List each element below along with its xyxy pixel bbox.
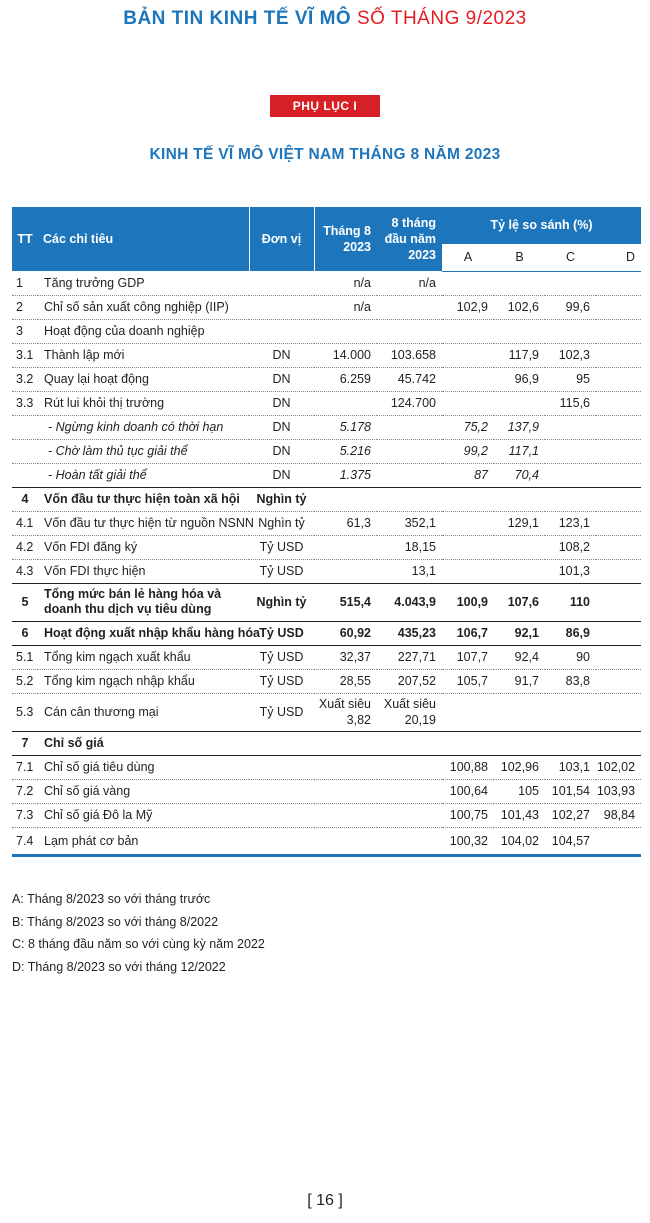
row-indicator: Lạm phát cơ bản [38, 827, 249, 855]
row-tt: 4.2 [12, 535, 38, 559]
row-d [596, 415, 641, 439]
row-a [442, 319, 494, 343]
header-col-b: B [494, 243, 545, 271]
table-row [12, 391, 641, 415]
row-indicator: Cán cân thương mại [38, 693, 249, 731]
row-b: 105 [494, 779, 545, 803]
row-eight-months [377, 295, 442, 319]
row-eight-months: 45.742 [377, 367, 442, 391]
table-row [12, 827, 641, 855]
row-c: 102,27 [545, 803, 596, 827]
row-indicator: Chỉ số sản xuất công nghiệp (IIP) [38, 295, 249, 319]
row-unit [249, 319, 314, 343]
header-eight-months-line2: đầu năm [384, 232, 436, 246]
row-c [545, 731, 596, 755]
row-a: 102,9 [442, 295, 494, 319]
row-b: 96,9 [494, 367, 545, 391]
row-unit: Tỷ USD [249, 621, 314, 645]
row-month-8 [314, 391, 377, 415]
row-eight-months: 352,1 [377, 511, 442, 535]
row-month-8 [314, 827, 377, 855]
row-unit: Tỷ USD [249, 559, 314, 583]
row-month-8 [314, 319, 377, 343]
row-indicator: - Hoàn tất giải thể [38, 463, 249, 487]
row-month-8: 32,37 [314, 645, 377, 669]
note-text: : Tháng 8/2023 so với tháng 8/2022 [20, 914, 219, 929]
header-unit: Đơn vị [249, 207, 314, 271]
row-d [596, 511, 641, 535]
table-row [12, 731, 641, 755]
table-row [12, 693, 641, 731]
row-a [442, 367, 494, 391]
row-unit [249, 731, 314, 755]
row-month-8: n/a [314, 271, 377, 295]
row-c: 99,6 [545, 295, 596, 319]
row-b: 104,02 [494, 827, 545, 855]
row-indicator: Tổng mức bán lẻ hàng hóa và doanh thu dịch vụ tiêu dùng [38, 583, 249, 621]
row-a [442, 271, 494, 295]
row-unit: Nghìn tỷ [249, 583, 314, 621]
row-unit: Tỷ USD [249, 669, 314, 693]
row-a [442, 693, 494, 731]
row-eight-months: 227,71 [377, 645, 442, 669]
row-tt: 3.2 [12, 367, 38, 391]
row-eight-months: 207,52 [377, 669, 442, 693]
row-indicator: Vốn FDI đăng ký [38, 535, 249, 559]
row-eight-months: 4.043,9 [377, 583, 442, 621]
row-d [596, 559, 641, 583]
row-c [545, 463, 596, 487]
row-eight-months: 13,1 [377, 559, 442, 583]
row-eight-months [377, 463, 442, 487]
row-indicator: Tổng kim ngạch nhập khẩu [38, 669, 249, 693]
row-unit: DN [249, 415, 314, 439]
row-d [596, 439, 641, 463]
row-unit: DN [249, 463, 314, 487]
row-b: 101,43 [494, 803, 545, 827]
header-eight-months-line1: 8 tháng [391, 216, 436, 230]
row-c: 90 [545, 645, 596, 669]
note-d [12, 956, 632, 979]
row-b: 102,6 [494, 295, 545, 319]
row-month-8 [314, 803, 377, 827]
header-month-8-line1: Tháng 8 [323, 224, 371, 238]
row-eight-months: 124.700 [377, 391, 442, 415]
row-unit [249, 271, 314, 295]
table-row [12, 621, 641, 645]
row-a: 75,2 [442, 415, 494, 439]
row-b [494, 487, 545, 511]
header-col-d: D [596, 243, 641, 271]
row-d [596, 827, 641, 855]
row-b [494, 559, 545, 583]
row-tt: 4 [12, 487, 38, 511]
row-d [596, 391, 641, 415]
row-a: 100,88 [442, 755, 494, 779]
row-b: 129,1 [494, 511, 545, 535]
row-month-8: 61,3 [314, 511, 377, 535]
row-a [442, 731, 494, 755]
table-row [12, 583, 641, 621]
row-d [596, 367, 641, 391]
row-eight-months [377, 755, 442, 779]
row-eight-months [377, 779, 442, 803]
table-row [12, 559, 641, 583]
row-tt: 5 [12, 583, 38, 621]
row-b: 91,7 [494, 669, 545, 693]
header-eight-months-line3: 2023 [408, 248, 436, 262]
note-key: D [12, 959, 22, 974]
indicator-table-container [12, 207, 641, 857]
row-tt [12, 463, 38, 487]
row-a: 100,75 [442, 803, 494, 827]
trade-balance-ytd-value: 20,19 [404, 713, 436, 727]
row-c: 115,6 [545, 391, 596, 415]
appendix-badge: PHỤ LỤC I [270, 95, 380, 117]
trade-balance-month-value: 3,82 [346, 713, 371, 727]
page-number: [ 16 ] [307, 1192, 343, 1209]
row-eight-months [377, 803, 442, 827]
table-row [12, 803, 641, 827]
row-c [545, 487, 596, 511]
table-row [12, 319, 641, 343]
row-tt: 7.1 [12, 755, 38, 779]
table-row [12, 779, 641, 803]
row-a [442, 487, 494, 511]
row-unit: Nghìn tỷ [249, 511, 314, 535]
row-month-8: 6.259 [314, 367, 377, 391]
header-eight-months [377, 207, 442, 271]
row-c: 103,1 [545, 755, 596, 779]
row-unit [249, 755, 314, 779]
note-a [12, 888, 632, 911]
table-row [12, 295, 641, 319]
row-a: 99,2 [442, 439, 494, 463]
row-b [494, 535, 545, 559]
row-tt: 2 [12, 295, 38, 319]
row-eight-months: 435,23 [377, 621, 442, 645]
row-b [494, 693, 545, 731]
row-b: 117,1 [494, 439, 545, 463]
row-tt: 6 [12, 621, 38, 645]
row-indicator: Vốn FDI thực hiện [38, 559, 249, 583]
row-indicator: Rút lui khỏi thị trường [38, 391, 249, 415]
header-comparison-ratio: Tỷ lệ so sánh (%) [442, 207, 641, 243]
table-row [12, 535, 641, 559]
table-row [12, 271, 641, 295]
row-tt: 5.3 [12, 693, 38, 731]
trade-balance-ytd-label: Xuất siêu [383, 697, 436, 711]
row-eight-months [377, 487, 442, 511]
table-header [12, 207, 641, 271]
row-b [494, 271, 545, 295]
row-indicator: Hoạt động xuất nhập khẩu hàng hóa [38, 621, 249, 645]
row-d [596, 463, 641, 487]
row-c [545, 319, 596, 343]
row-unit [249, 779, 314, 803]
row-month-8: 5.178 [314, 415, 377, 439]
table-row [12, 511, 641, 535]
indicator-table [12, 207, 641, 857]
row-unit: DN [249, 439, 314, 463]
row-d [596, 731, 641, 755]
table-notes [12, 888, 632, 978]
row-unit: DN [249, 367, 314, 391]
row-c [545, 439, 596, 463]
header-col-a: A [442, 243, 494, 271]
note-text: : Tháng 8/2023 so với tháng trước [20, 892, 211, 906]
row-tt: 5.1 [12, 645, 38, 669]
row-tt: 3 [12, 319, 38, 343]
row-eight-months [377, 693, 442, 731]
row-b [494, 731, 545, 755]
row-a: 105,7 [442, 669, 494, 693]
row-b: 70,4 [494, 463, 545, 487]
row-tt: 4.1 [12, 511, 38, 535]
row-tt: 7.2 [12, 779, 38, 803]
row-b [494, 319, 545, 343]
row-d [596, 583, 641, 621]
row-indicator: Chỉ số giá [38, 731, 249, 755]
row-month-8: 60,92 [314, 621, 377, 645]
row-eight-months [377, 415, 442, 439]
row-c: 86,9 [545, 621, 596, 645]
row-c: 104,57 [545, 827, 596, 855]
row-d [596, 645, 641, 669]
row-b: 137,9 [494, 415, 545, 439]
row-d [596, 621, 641, 645]
row-d [596, 343, 641, 367]
row-eight-months [377, 319, 442, 343]
row-a: 107,7 [442, 645, 494, 669]
row-indicator: Tổng kim ngạch xuất khẩu [38, 645, 249, 669]
row-eight-months [377, 439, 442, 463]
row-c [545, 693, 596, 731]
table-row [12, 343, 641, 367]
row-d [596, 295, 641, 319]
row-tt: 7.4 [12, 827, 38, 855]
table-row [12, 487, 641, 511]
row-unit: Tỷ USD [249, 645, 314, 669]
table-row [12, 367, 641, 391]
header-indicator: Các chỉ tiêu [38, 207, 249, 271]
note-key: C [12, 937, 22, 951]
row-tt: 3.3 [12, 391, 38, 415]
row-c: 101,3 [545, 559, 596, 583]
row-month-8 [314, 487, 377, 511]
table-row [12, 415, 641, 439]
row-d [596, 319, 641, 343]
row-c: 102,3 [545, 343, 596, 367]
row-c [545, 271, 596, 295]
row-indicator: Thành lập mới [38, 343, 249, 367]
row-d [596, 693, 641, 731]
row-indicator: Chỉ số giá vàng [38, 779, 249, 803]
row-a: 87 [442, 463, 494, 487]
row-d: 98,84 [596, 803, 641, 827]
row-month-8: 28,55 [314, 669, 377, 693]
row-unit: Nghìn tỷ [249, 487, 314, 511]
note-key: A [12, 892, 21, 906]
row-a [442, 391, 494, 415]
row-c: 83,8 [545, 669, 596, 693]
trade-balance-month-label: Xuất siêu [318, 697, 371, 711]
row-indicator: Chỉ số giá Đô la Mỹ [38, 803, 249, 827]
row-month-8: 515,4 [314, 583, 377, 621]
table-row [12, 755, 641, 779]
row-unit: DN [249, 391, 314, 415]
header-tt: TT [12, 207, 38, 271]
row-unit: Tỷ USD [249, 693, 314, 731]
row-tt: 5.2 [12, 669, 38, 693]
row-b: 102,96 [494, 755, 545, 779]
table-body [12, 271, 641, 855]
row-b: 92,1 [494, 621, 545, 645]
header-month-8-line2: 2023 [343, 240, 371, 254]
row-month-8: n/a [314, 295, 377, 319]
row-indicator: Quay lại hoạt động [38, 367, 249, 391]
row-indicator: Vốn đầu tư thực hiện từ nguồn NSNN [38, 511, 249, 535]
row-c: 95 [545, 367, 596, 391]
table-row [12, 645, 641, 669]
row-tt: 1 [12, 271, 38, 295]
row-eight-months [377, 827, 442, 855]
table-row [12, 669, 641, 693]
row-c: 123,1 [545, 511, 596, 535]
row-unit: Tỷ USD [249, 535, 314, 559]
row-tt [12, 415, 38, 439]
row-c: 108,2 [545, 535, 596, 559]
row-a: 106,7 [442, 621, 494, 645]
row-c: 101,54 [545, 779, 596, 803]
bulletin-title: BẢN TIN KINH TẾ VĨ MÔ [123, 8, 352, 29]
row-a: 100,64 [442, 779, 494, 803]
row-a [442, 511, 494, 535]
row-month-8 [314, 755, 377, 779]
bulletin-issue: SỐ THÁNG 9/2023 [356, 8, 527, 29]
bulletin-header [0, 8, 650, 30]
row-tt: 3.1 [12, 343, 38, 367]
note-key: B [12, 914, 21, 929]
row-month-8 [314, 535, 377, 559]
row-unit: DN [249, 343, 314, 367]
row-unit [249, 803, 314, 827]
row-a: 100,9 [442, 583, 494, 621]
row-indicator: - Chờ làm thủ tục giải thể [38, 439, 249, 463]
row-indicator: Vốn đầu tư thực hiện toàn xã hội [38, 487, 249, 511]
row-d [596, 669, 641, 693]
row-b: 117,9 [494, 343, 545, 367]
note-text: : Tháng 8/2023 so với tháng 12/2022 [21, 959, 226, 974]
row-d [596, 271, 641, 295]
row-tt: 7.3 [12, 803, 38, 827]
row-a: 100,32 [442, 827, 494, 855]
note-text: : 8 tháng đầu năm so với cùng kỳ năm 2022 [21, 937, 265, 951]
row-indicator: - Ngừng kinh doanh có thời hạn [38, 415, 249, 439]
row-tt: 4.3 [12, 559, 38, 583]
row-month-8: 5.216 [314, 439, 377, 463]
row-indicator: Chỉ số giá tiêu dùng [38, 755, 249, 779]
row-tt [12, 439, 38, 463]
row-unit [249, 295, 314, 319]
table-row [12, 439, 641, 463]
row-eight-months: 103.658 [377, 343, 442, 367]
row-indicator: Tăng trưởng GDP [38, 271, 249, 295]
row-eight-months [377, 731, 442, 755]
row-tt: 7 [12, 731, 38, 755]
row-d: 102,02 [596, 755, 641, 779]
header-col-c: C [545, 243, 596, 271]
row-month-8: 1.375 [314, 463, 377, 487]
row-a [442, 343, 494, 367]
row-d: 103,93 [596, 779, 641, 803]
row-b: 107,6 [494, 583, 545, 621]
note-b [12, 911, 632, 934]
row-b: 92,4 [494, 645, 545, 669]
row-d [596, 487, 641, 511]
table-row [12, 463, 641, 487]
row-eight-months: 18,15 [377, 535, 442, 559]
row-indicator: Hoạt động của doanh nghiệp [38, 319, 249, 343]
row-c: 110 [545, 583, 596, 621]
row-month-8 [314, 693, 377, 731]
row-c [545, 415, 596, 439]
row-eight-months: n/a [377, 271, 442, 295]
row-month-8 [314, 779, 377, 803]
row-unit [249, 827, 314, 855]
row-a [442, 535, 494, 559]
row-d [596, 535, 641, 559]
row-month-8 [314, 731, 377, 755]
row-a [442, 559, 494, 583]
note-c [12, 933, 632, 956]
row-month-8 [314, 559, 377, 583]
row-b [494, 391, 545, 415]
header-month-8 [314, 207, 377, 271]
document-title: KINH TẾ VĨ MÔ VIỆT NAM THÁNG 8 NĂM 2023 [149, 146, 501, 163]
row-month-8: 14.000 [314, 343, 377, 367]
